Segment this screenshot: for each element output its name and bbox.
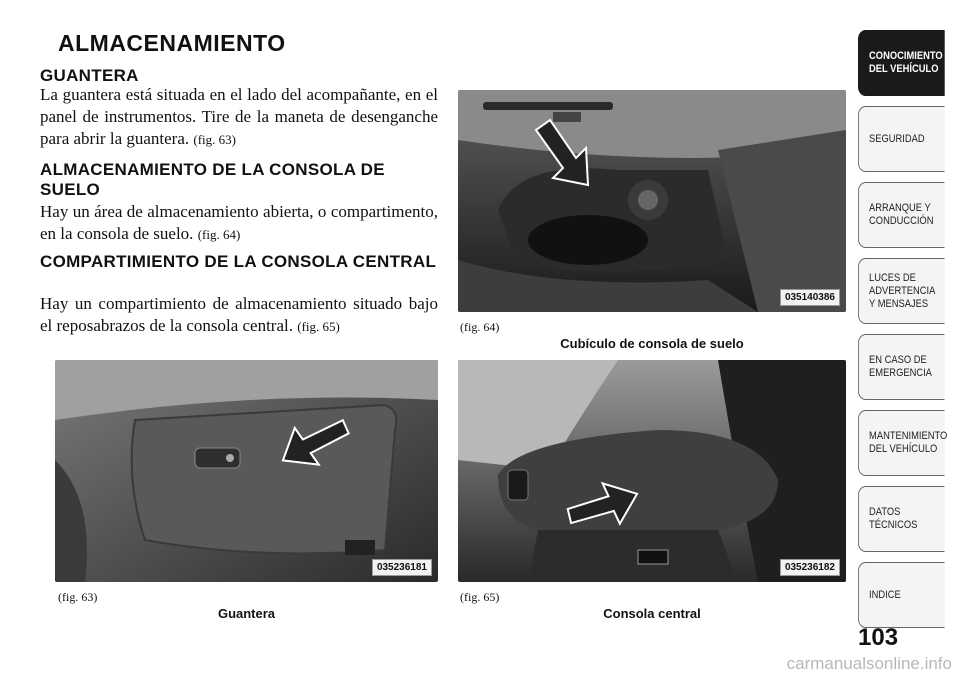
figure-65-photo: [458, 360, 846, 582]
figure-63-code: 035236181: [372, 559, 432, 576]
center-console-text: Hay un compartimiento de almacenamiento situado bajo el reposabrazos de la consola central.: [40, 294, 438, 335]
section-heading-center-console: COMPARTIMIENTO DE LA CONSOLA CENTRAL: [40, 252, 437, 271]
section-text-glovebox: [40, 84, 438, 151]
section-text-center-console: [40, 293, 438, 338]
figure-65-label: (fig. 65): [460, 590, 500, 604]
page-title: ALMACENAMIENTO: [58, 30, 286, 56]
tab-indice[interactable]: INDICE: [858, 562, 945, 628]
section-heading-glovebox: GUANTERA: [40, 66, 139, 85]
figure-63-caption: Guantera: [217, 606, 276, 621]
figure-64-label: (fig. 64): [460, 320, 500, 334]
floor-console-text: Hay un área de almacenamiento abierta, o compartimento, en la consola de suelo.: [40, 202, 438, 243]
page-number: 103: [858, 624, 899, 651]
tab-arranque-conduccion[interactable]: ARRANQUE Y CONDUCCIÓN: [858, 182, 945, 248]
section-text-floor-console: [40, 201, 438, 246]
tab-luces-advertencia[interactable]: LUCES DE ADVERTENCIA Y MENSAJES: [858, 258, 945, 324]
figure-63-photo: [55, 360, 438, 582]
figref-64[interactable]: (fig. 64): [197, 227, 241, 242]
figure-65-code: 035236182: [780, 559, 840, 576]
figure-64-photo: [458, 90, 846, 312]
tab-en-caso-emergencia[interactable]: EN CASO DE EMERGENCIA: [858, 334, 945, 400]
tab-seguridad[interactable]: SEGURIDAD: [858, 106, 945, 172]
watermark: carmanualsonline.info: [786, 654, 952, 673]
figure-64-caption: Cubículo de consola de suelo: [560, 336, 744, 351]
figref-65[interactable]: (fig. 65): [297, 319, 340, 334]
section-heading-floor-console: ALMACENAMIENTO DE LA CONSOLA DE SUELO: [40, 160, 385, 199]
tab-conocimiento-vehiculo[interactable]: CONOCIMIENTO DEL VEHÍCULO: [858, 30, 945, 96]
glovebox-text: La guantera está situada en el lado del acompañante, en el panel de instrumentos. Tire de la maneta de desenganche para abrir la guantera.: [40, 85, 438, 148]
tab-mantenimiento[interactable]: MANTENIMIENTO DEL VEHÍCULO: [858, 410, 945, 476]
figure-65-caption: Consola central: [603, 606, 701, 621]
figure-64-code: 035140386: [780, 289, 840, 306]
figure-63-label: (fig. 63): [58, 590, 98, 604]
tab-datos-tecnicos[interactable]: DATOS TÉCNICOS: [858, 486, 945, 552]
figref-63[interactable]: (fig. 63): [193, 132, 236, 147]
